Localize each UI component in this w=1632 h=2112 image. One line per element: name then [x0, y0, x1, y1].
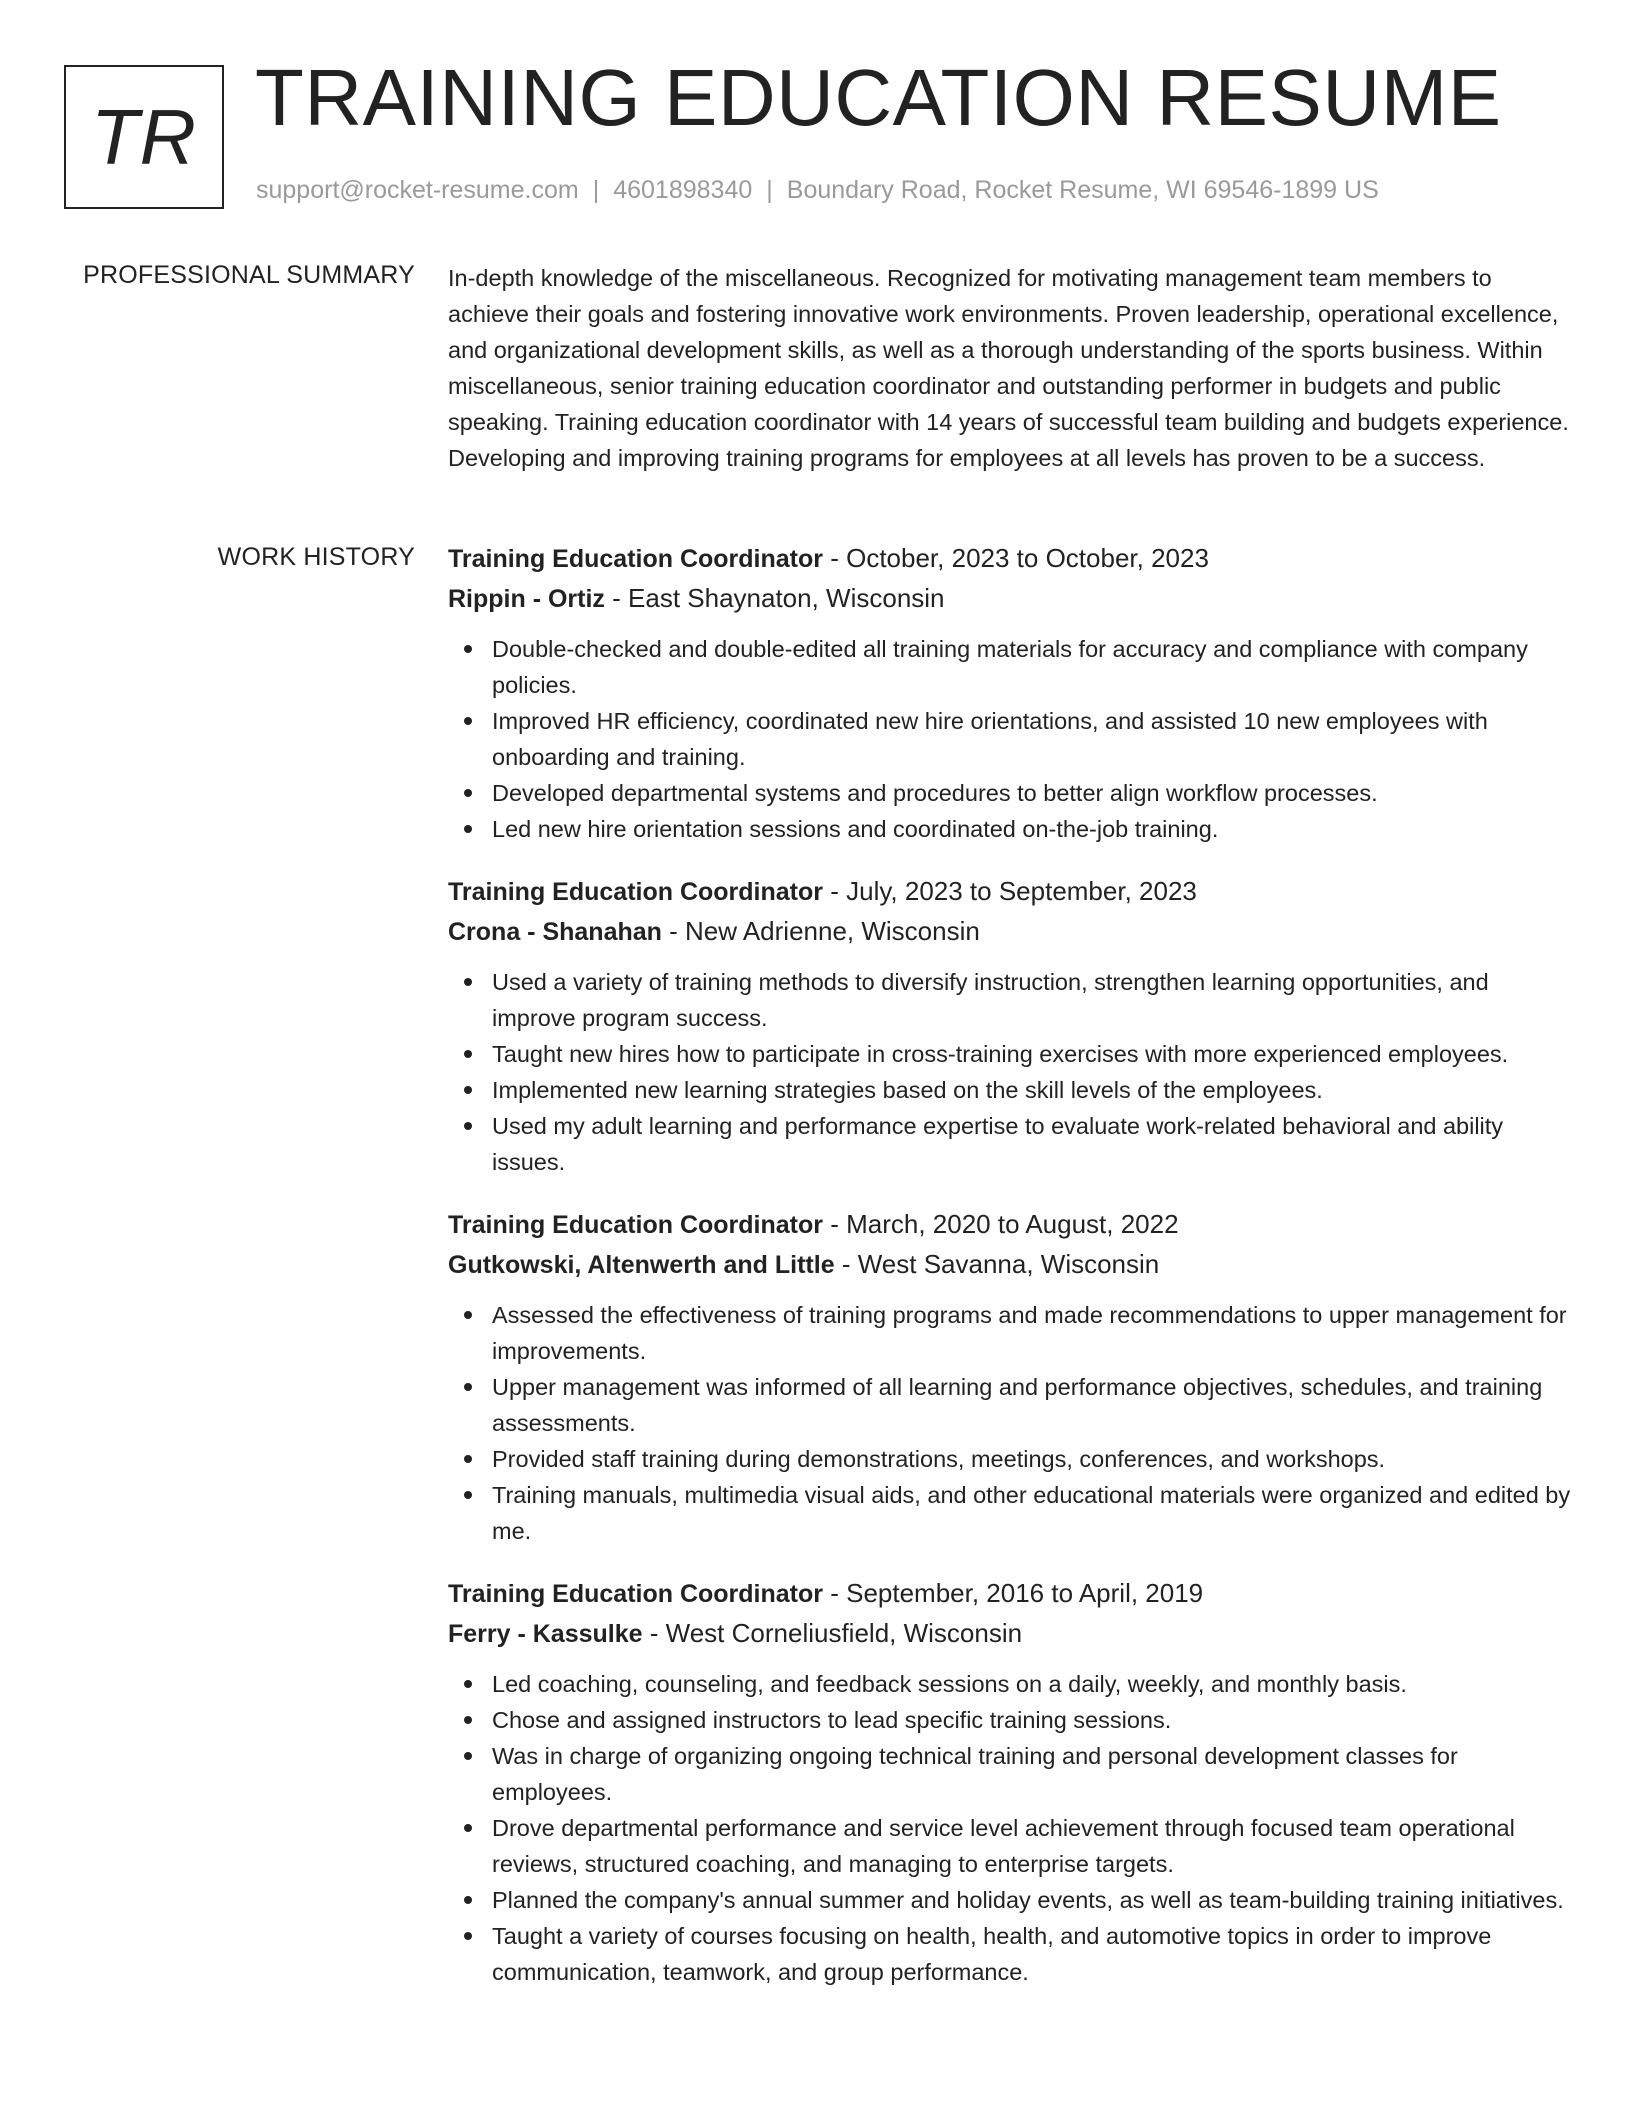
job-title-line [448, 539, 1573, 579]
list-item: Implemented new learning strategies based on the skill levels of the employees. [448, 1072, 1573, 1108]
contact-separator: | [592, 176, 600, 204]
job-title-line [448, 1574, 1573, 1614]
job-bullets [448, 964, 1573, 1180]
job-title-line [448, 1205, 1573, 1245]
contact-separator: | [766, 176, 773, 204]
list-item: Provided staff training during demonstrations, meetings, conferences, and workshops. [448, 1441, 1573, 1477]
job-entry [448, 1574, 1573, 1990]
job-dates: - March, 2020 to August, 2022 [823, 1209, 1179, 1239]
list-item: Led coaching, counseling, and feedback sessions on a daily, weekly, and monthly basis. [448, 1666, 1573, 1702]
job-company-line [448, 912, 1573, 952]
list-item: Used a variety of training methods to diversify instruction, strengthen learning opportunities, and improve program success. [448, 964, 1573, 1036]
job-entry [448, 1205, 1573, 1549]
job-title: Training Education Coordinator [448, 545, 823, 573]
job-title: Training Education Coordinator [448, 878, 823, 906]
summary-text: In-depth knowledge of the miscellaneous. Recognized for motivating management team members to achieve their goals and fostering innovative work environments. Proven leadership, operational excellence, and organizational development skills, as well as a thorough understanding of the sports business. Within miscellaneous, senior training education coordinator and outstanding performer in budgets and public speaking. Training education coordinator with 14 years of successful team building and budgets experience. Developing and improving training programs for employees at all levels has proven to be a success. [448, 265, 1569, 471]
page-title: TRAINING EDUCATION RESUME [255, 53, 1502, 142]
list-item: Used my adult learning and performance expertise to evaluate work-related behavioral and ability issues. [448, 1108, 1573, 1180]
list-item: Chose and assigned instructors to lead specific training sessions. [448, 1702, 1573, 1738]
contact-phone[interactable]: 4601898340 [613, 176, 753, 204]
list-item: Double-checked and double-edited all training materials for accuracy and compliance with company policies. [448, 631, 1573, 703]
work-history-heading: WORK HISTORY [217, 543, 415, 571]
contact-address: Boundary Road, Rocket Resume, WI 69546-1899 US [786, 176, 1379, 204]
contact-line [256, 176, 1379, 205]
job-location: - West Corneliusfield, Wisconsin [642, 1618, 1023, 1648]
contact-email[interactable]: support@rocket-resume.com [256, 176, 579, 204]
job-entry [448, 872, 1573, 1180]
list-item: Assessed the effectiveness of training programs and made recommendations to upper management for improvements. [448, 1297, 1573, 1369]
work-history-list [448, 539, 1573, 2015]
list-item: Improved HR efficiency, coordinated new hire orientations, and assisted 10 new employees with onboarding and training. [448, 703, 1573, 775]
list-item: Upper management was informed of all learning and performance objectives, schedules, and training assessments. [448, 1369, 1573, 1441]
job-dates: - September, 2016 to April, 2019 [823, 1578, 1204, 1608]
job-company: Gutkowski, Altenwerth and Little [448, 1251, 835, 1279]
job-dates: - July, 2023 to September, 2023 [823, 876, 1197, 906]
job-company: Ferry - Kassulke [448, 1620, 643, 1648]
job-company-line [448, 1245, 1573, 1285]
list-item: Was in charge of organizing ongoing technical training and personal development classes for employees. [448, 1738, 1573, 1810]
list-item: Taught new hires how to participate in cross-training exercises with more experienced employees. [448, 1036, 1573, 1072]
job-bullets [448, 631, 1573, 847]
job-company-line [448, 579, 1573, 619]
list-item: Training manuals, multimedia visual aids, and other educational materials were organized and edited by me. [448, 1477, 1573, 1549]
job-dates: - October, 2023 to October, 2023 [823, 543, 1209, 573]
summary-heading: PROFESSIONAL SUMMARY [83, 261, 415, 289]
job-company: Crona - Shanahan [448, 918, 662, 946]
list-item: Drove departmental performance and service level achievement through focused team operational reviews, structured coaching, and managing to enterprise targets. [448, 1810, 1573, 1882]
list-item: Planned the company's annual summer and holiday events, as well as team-building training initiatives. [448, 1882, 1573, 1918]
job-company-line [448, 1614, 1573, 1654]
job-title: Training Education Coordinator [448, 1580, 823, 1608]
list-item: Led new hire orientation sessions and coordinated on-the-job training. [448, 811, 1573, 847]
monogram: TR [64, 65, 224, 209]
job-entry [448, 539, 1573, 847]
job-company: Rippin - Ortiz [448, 585, 605, 613]
job-location: - West Savanna, Wisconsin [834, 1249, 1160, 1279]
job-bullets [448, 1297, 1573, 1549]
list-item: Developed departmental systems and procedures to better align workflow processes. [448, 775, 1573, 811]
job-location: - East Shaynaton, Wisconsin [604, 583, 945, 613]
job-location: - New Adrienne, Wisconsin [661, 916, 980, 946]
job-bullets [448, 1666, 1573, 1990]
list-item: Taught a variety of courses focusing on health, health, and automotive topics in order to improve communication, teamwork, and group performance. [448, 1918, 1573, 1990]
job-title: Training Education Coordinator [448, 1211, 823, 1239]
job-title-line [448, 872, 1573, 912]
